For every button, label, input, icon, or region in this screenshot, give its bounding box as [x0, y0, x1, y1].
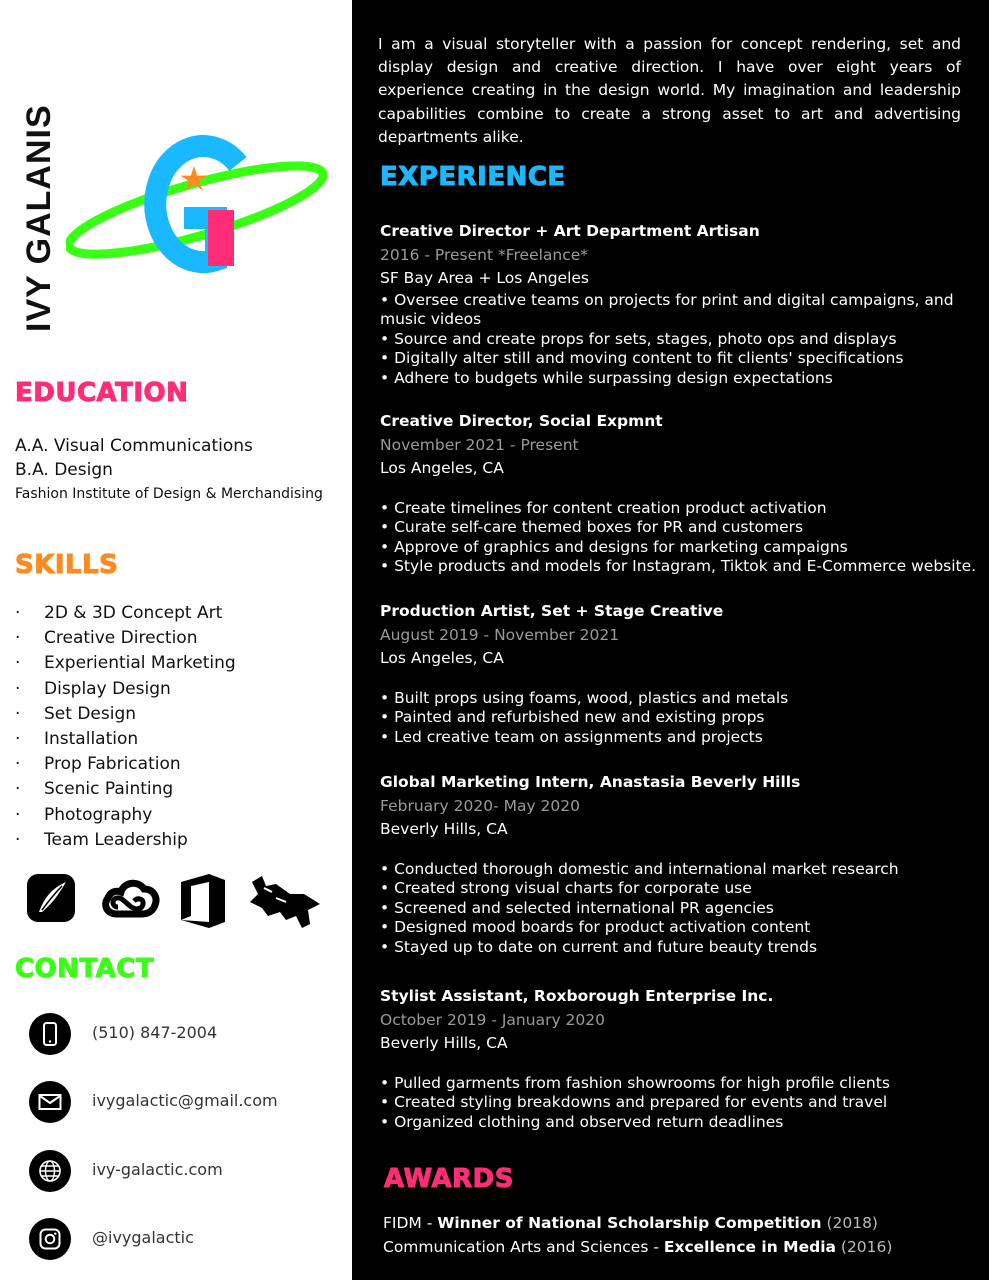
- skill-item: [15, 727, 236, 752]
- job-bullets: [380, 860, 980, 958]
- job-title: Creative Director + Art Department Artisan: [380, 222, 760, 240]
- award-sep: -: [648, 1237, 664, 1256]
- procreate-icon: [26, 872, 76, 924]
- phone-number[interactable]: (510) 847-2004: [92, 1023, 218, 1042]
- skill-item: [15, 626, 236, 651]
- left-column: [0, 0, 352, 1280]
- skill-item: [15, 828, 236, 853]
- education-heading: EDUCATION: [15, 378, 189, 408]
- job-bullet: • Painted and refurbished new and existing props: [380, 708, 980, 728]
- job-location: Beverly Hills, CA: [380, 1034, 508, 1052]
- job-bullets: [380, 1074, 980, 1133]
- award-year: (2018): [821, 1214, 878, 1232]
- job-bullet: • Style products and models for Instagram, Tiktok and E-Commerce website.: [380, 557, 980, 577]
- job-bullet: • Stayed up to date on current and future beauty trends: [380, 938, 980, 958]
- office-icon: [179, 872, 229, 930]
- job-dates: October 2019 - January 2020: [380, 1010, 605, 1029]
- job-entry: [380, 220, 980, 388]
- job-bullet: • Created styling breakdowns and prepared for events and travel: [380, 1093, 980, 1113]
- bullet-icon: ·: [15, 603, 21, 623]
- award-org: FIDM: [383, 1214, 422, 1232]
- job-dates: 2016 - Present *Freelance*: [380, 245, 589, 264]
- job-bullet: • Source and create props for sets, stages, photo ops and displays: [380, 330, 980, 350]
- job-bullet: • Approve of graphics and designs for marketing campaigns: [380, 538, 980, 558]
- skill-label: Experiential Marketing: [44, 653, 236, 674]
- job-entry: [380, 600, 980, 747]
- job-dates: February 2020- May 2020: [380, 796, 580, 815]
- skills-heading: SKILLS: [15, 550, 119, 580]
- job-bullet: • Built props using foams, wood, plastics and metals: [380, 689, 980, 709]
- job-bullet: • Designed mood boards for product activation content: [380, 918, 980, 938]
- skill-item: [15, 803, 236, 828]
- job-dates: November 2021 - Present: [380, 435, 579, 454]
- job-location: Los Angeles, CA: [380, 459, 504, 477]
- job-location: Los Angeles, CA: [380, 649, 504, 667]
- degree-aa: A.A. Visual Communications: [15, 436, 253, 456]
- job-entry: [380, 985, 980, 1132]
- job-entry: [380, 410, 980, 577]
- skill-label: Set Design: [44, 703, 137, 724]
- rhino-icon: [246, 872, 324, 930]
- award-name: Winner of National Scholarship Competition: [437, 1214, 822, 1232]
- contact-heading: CONTACT: [15, 954, 155, 984]
- contact-website: [29, 1150, 349, 1192]
- creative-cloud-icon: [100, 872, 160, 924]
- candidate-name: IVY GALANIS: [20, 104, 58, 332]
- job-bullet: • Curate self-care themed boxes for PR and customers: [380, 518, 980, 538]
- skill-item: [15, 677, 236, 702]
- job-bullets: [380, 689, 980, 748]
- summary-paragraph: I am a visual storyteller with a passion for concept rendering, set and display design and creative direction. I have over eight years of experience creating in the design world. My imagination and leadership capabilities combine to create a strong asset to art and advertising departments alike.: [378, 35, 961, 146]
- skills-list: [15, 601, 236, 853]
- skill-label: Team Leadership: [44, 829, 188, 850]
- job-bullet: • Led creative team on assignments and projects: [380, 728, 980, 748]
- gi-monogram-logo-icon: [66, 132, 336, 282]
- award-item: [383, 1212, 892, 1236]
- skill-item: [15, 651, 236, 676]
- skill-label: Display Design: [44, 678, 171, 699]
- bullet-icon: ·: [15, 703, 21, 724]
- bullet-icon: ·: [15, 779, 21, 800]
- skill-label: Photography: [44, 804, 153, 825]
- contact-phone: [29, 1013, 349, 1055]
- skill-label: Scenic Painting: [44, 779, 174, 800]
- bullet-icon: ·: [15, 653, 21, 674]
- software-icons: [26, 872, 326, 932]
- award-org: Communication Arts and Sciences: [383, 1237, 649, 1256]
- job-bullet: • Screened and selected international PR agencies: [380, 899, 980, 919]
- instagram-handle[interactable]: @ivygalactic: [92, 1228, 194, 1247]
- skill-item: [15, 752, 236, 777]
- award-year: (2016): [835, 1237, 893, 1256]
- job-bullets: [380, 499, 980, 577]
- job-bullet: • Conducted thorough domestic and international market research: [380, 860, 980, 880]
- skill-label: 2D & 3D Concept Art: [44, 603, 223, 623]
- skill-item: [15, 601, 236, 626]
- job-title: Stylist Assistant, Roxborough Enterprise Inc.: [380, 987, 774, 1005]
- phone-icon: [29, 1013, 71, 1055]
- globe-icon: [29, 1150, 71, 1192]
- job-bullet: • Adhere to budgets while surpassing design expectations: [380, 369, 980, 389]
- award-item: [383, 1236, 892, 1260]
- skill-item: [15, 702, 236, 727]
- degree-ba: B.A. Design: [15, 460, 113, 480]
- instagram-icon: [29, 1218, 71, 1260]
- experience-heading: EXPERIENCE: [380, 162, 566, 192]
- contact-email: [29, 1081, 349, 1123]
- bullet-icon: ·: [15, 829, 21, 850]
- job-bullet: • Pulled garments from fashion showrooms for high profile clients: [380, 1074, 980, 1094]
- job-title: Production Artist, Set + Stage Creative: [380, 602, 724, 620]
- awards-list: [383, 1212, 892, 1259]
- job-bullet: • Digitally alter still and moving content to fit clients' specifications: [380, 349, 980, 369]
- education-block: [15, 434, 323, 505]
- job-bullets: [380, 291, 980, 389]
- award-sep: -: [421, 1214, 438, 1232]
- skill-item: [15, 777, 236, 802]
- bullet-icon: ·: [15, 729, 21, 750]
- envelope-icon: [29, 1081, 71, 1123]
- email-address[interactable]: ivygalactic@gmail.com: [92, 1091, 278, 1110]
- job-bullet: • Organized clothing and observed return deadlines: [380, 1113, 980, 1133]
- awards-heading: AWARDS: [384, 1164, 514, 1194]
- job-bullet: • Create timelines for content creation product activation: [380, 499, 980, 519]
- skill-label: Creative Direction: [44, 628, 198, 649]
- award-name: Excellence in Media: [663, 1237, 836, 1256]
- skill-label: Installation: [44, 729, 139, 750]
- bullet-icon: ·: [15, 628, 21, 649]
- job-bullet: • Oversee creative teams on projects for print and digital campaigns, and music videos: [380, 291, 980, 330]
- bullet-icon: ·: [15, 804, 21, 825]
- job-entry: [380, 771, 980, 957]
- skill-label: Prop Fabrication: [44, 754, 181, 775]
- job-location: Beverly Hills, CA: [380, 820, 508, 838]
- job-dates: August 2019 - November 2021: [380, 625, 620, 644]
- school-name: Fashion Institute of Design & Merchandising: [15, 486, 323, 502]
- job-bullet: • Created strong visual charts for corporate use: [380, 879, 980, 899]
- job-location: SF Bay Area + Los Angeles: [380, 269, 589, 287]
- bullet-icon: ·: [15, 678, 21, 699]
- bullet-icon: ·: [15, 754, 21, 775]
- website-url[interactable]: ivy-galactic.com: [92, 1160, 223, 1179]
- job-title: Creative Director, Social Expmnt: [380, 412, 663, 430]
- contact-instagram: [29, 1218, 349, 1260]
- right-column: [352, 0, 989, 1280]
- job-title: Global Marketing Intern, Anastasia Beverly Hills: [380, 773, 801, 791]
